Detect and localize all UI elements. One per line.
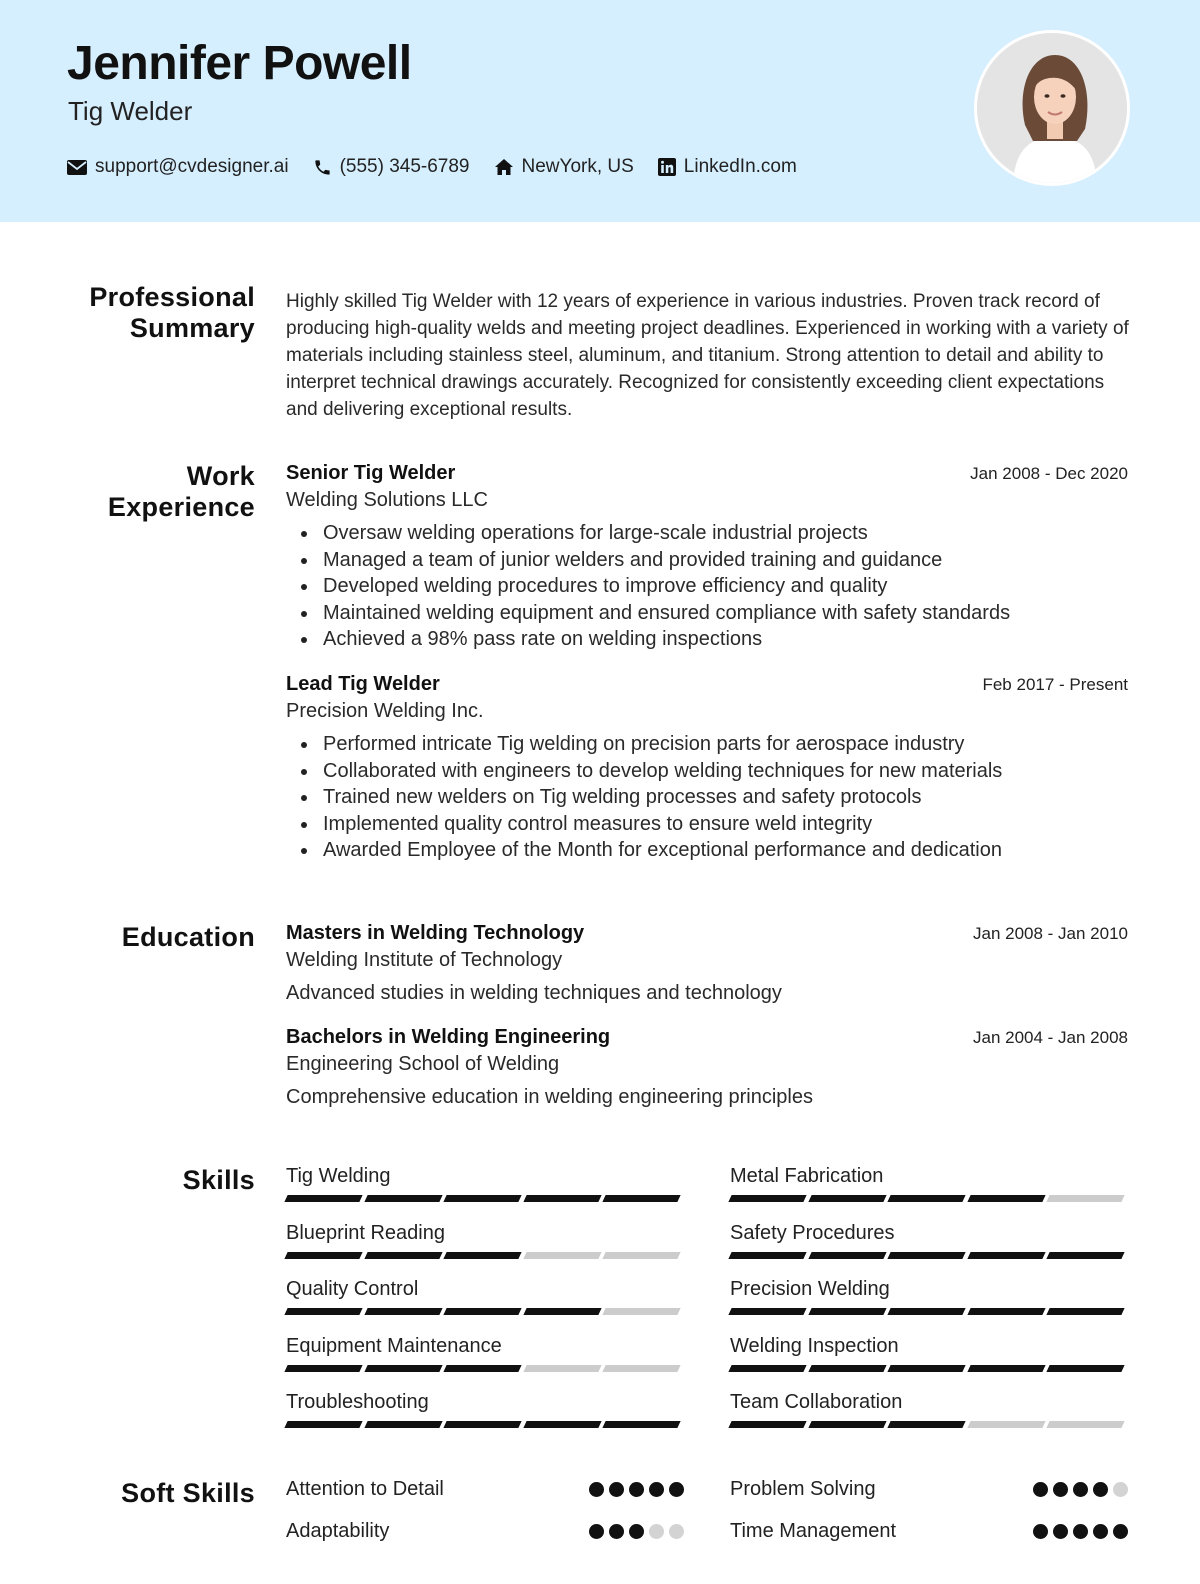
- skill-item: [730, 1165, 1128, 1202]
- candidate-role: Tig Welder: [68, 96, 193, 126]
- job-title: Lead Tig Welder: [286, 673, 440, 695]
- list-item: Performed intricate Tig welding on precision parts for aerospace industry: [286, 731, 1128, 758]
- contact-bar: [67, 156, 821, 178]
- skill-item: [286, 1391, 684, 1428]
- skill-name: Troubleshooting: [286, 1391, 429, 1413]
- rating-dot: [1073, 1524, 1088, 1539]
- degree-title: Bachelors in Welding Engineering: [286, 1026, 611, 1048]
- rating-dot: [649, 1482, 664, 1497]
- skill-level-segment: [967, 1365, 1045, 1372]
- skill-level-segment: [364, 1252, 442, 1259]
- school-name: Welding Institute of Technology: [286, 949, 563, 971]
- education-description: Comprehensive education in welding engineering principles: [286, 1086, 813, 1108]
- section-title-soft-skills: Soft Skills: [121, 1478, 255, 1508]
- skill-item: [730, 1278, 1128, 1315]
- soft-skill-item: [286, 1478, 684, 1501]
- skill-item: [730, 1222, 1128, 1259]
- skill-level-segment: [1047, 1252, 1125, 1259]
- skill-item: [286, 1335, 684, 1372]
- skill-level-segment: [603, 1365, 681, 1372]
- rating-dot: [1033, 1482, 1048, 1497]
- skill-level-segment: [444, 1365, 522, 1372]
- rating-dot: [609, 1524, 624, 1539]
- soft-skill-rating: [584, 1482, 684, 1497]
- soft-skill-name: Attention to Detail: [286, 1478, 444, 1500]
- skill-level-segment: [603, 1195, 681, 1202]
- skill-name: Team Collaboration: [730, 1391, 903, 1413]
- job-title: Senior Tig Welder: [286, 462, 456, 484]
- skill-name: Blueprint Reading: [286, 1221, 445, 1244]
- rating-dot: [1073, 1482, 1088, 1497]
- skill-level-segment: [523, 1365, 601, 1372]
- skill-level-segment: [808, 1195, 886, 1202]
- skill-name: Quality Control: [286, 1278, 419, 1300]
- rating-dot: [1113, 1524, 1128, 1539]
- list-item: Awarded Employee of the Month for exceptional performance and dedication: [286, 837, 1128, 864]
- skill-level-segment: [444, 1195, 522, 1202]
- skill-level-segment: [603, 1421, 681, 1428]
- phone-icon: [313, 158, 332, 177]
- rating-dot: [649, 1524, 664, 1539]
- skill-level-bar: [730, 1421, 1128, 1428]
- soft-skill-name: Adaptability: [286, 1520, 390, 1542]
- rating-dot: [669, 1482, 684, 1497]
- soft-skill-rating: [584, 1524, 684, 1539]
- list-item: Maintained welding equipment and ensured compliance with safety standards: [286, 600, 1128, 627]
- skill-level-segment: [967, 1252, 1045, 1259]
- skill-name: Equipment Maintenance: [286, 1334, 502, 1357]
- soft-skill-rating: [1028, 1524, 1128, 1539]
- rating-dot: [1113, 1482, 1128, 1497]
- list-item: Implemented quality control measures to ensure weld integrity: [286, 811, 1128, 838]
- rating-dot: [669, 1524, 684, 1539]
- linkedin-text: LinkedIn.com: [683, 156, 797, 177]
- skill-item: [286, 1165, 684, 1202]
- skill-level-segment: [888, 1308, 966, 1315]
- skill-level-bar: [286, 1252, 684, 1259]
- section-title-education: Education: [121, 922, 255, 952]
- skill-level-segment: [364, 1195, 442, 1202]
- contact-email[interactable]: [67, 156, 289, 178]
- section-title-summary: Professional Summary: [89, 282, 255, 343]
- rating-dot: [1053, 1482, 1068, 1497]
- skill-level-segment: [967, 1308, 1045, 1315]
- skill-level-segment: [364, 1421, 442, 1428]
- skill-level-segment: [888, 1421, 966, 1428]
- skill-level-bar: [730, 1308, 1128, 1315]
- skill-level-bar: [286, 1365, 684, 1372]
- skill-level-segment: [523, 1308, 601, 1315]
- skill-name: Precision Welding: [730, 1278, 890, 1300]
- soft-skill-item: [730, 1520, 1128, 1543]
- soft-skill-item: [730, 1478, 1128, 1501]
- skill-level-segment: [284, 1308, 362, 1315]
- skill-level-bar: [730, 1365, 1128, 1372]
- skill-level-segment: [523, 1195, 601, 1202]
- skill-level-segment: [1047, 1365, 1125, 1372]
- skill-item: [286, 1222, 684, 1259]
- skill-level-segment: [284, 1195, 362, 1202]
- experience-entry: [286, 462, 1128, 653]
- section-title-skills: Skills: [182, 1165, 255, 1195]
- skill-level-segment: [364, 1308, 442, 1315]
- rating-dot: [1093, 1482, 1108, 1497]
- job-dates: Jan 2008 - Dec 2020: [970, 464, 1128, 483]
- skill-level-segment: [728, 1421, 806, 1428]
- company-name: Welding Solutions LLC: [286, 489, 488, 511]
- skill-level-segment: [808, 1365, 886, 1372]
- contact-phone[interactable]: [313, 156, 470, 178]
- education-dates: Jan 2004 - Jan 2008: [972, 1028, 1128, 1047]
- skill-level-segment: [364, 1365, 442, 1372]
- skill-level-segment: [808, 1421, 886, 1428]
- linkedin-icon: [658, 158, 676, 176]
- resume-header: [0, 0, 1200, 222]
- skill-item: [730, 1391, 1128, 1428]
- skill-level-segment: [603, 1308, 681, 1315]
- soft-skill-name: Time Management: [730, 1520, 896, 1542]
- skill-level-bar: [730, 1252, 1128, 1259]
- education-dates: Jan 2008 - Jan 2010: [972, 924, 1128, 943]
- skill-level-bar: [730, 1195, 1128, 1202]
- degree-title: Masters in Welding Technology: [286, 922, 585, 944]
- skill-level-segment: [808, 1308, 886, 1315]
- soft-skill-item: [286, 1520, 684, 1543]
- list-item: Trained new welders on Tig welding processes and safety protocols: [286, 784, 1128, 811]
- contact-linkedin[interactable]: [658, 156, 797, 178]
- skill-level-segment: [888, 1365, 966, 1372]
- job-bullets: [286, 520, 1128, 653]
- skill-level-segment: [523, 1252, 601, 1259]
- rating-dot: [589, 1524, 604, 1539]
- skill-level-segment: [284, 1365, 362, 1372]
- list-item: Managed a team of junior welders and provided training and guidance: [286, 547, 1128, 574]
- skill-level-segment: [1047, 1308, 1125, 1315]
- list-item: Achieved a 98% pass rate on welding inspections: [286, 626, 1128, 653]
- skill-name: Metal Fabrication: [730, 1165, 884, 1187]
- skill-level-segment: [728, 1308, 806, 1315]
- school-name: Engineering School of Welding: [286, 1053, 560, 1075]
- summary-text: Highly skilled Tig Welder with 12 years of experience in various industries. Proven track record of producing high-quality welds and meeting project deadlines. Experienced in working with a variety of materials including stainless steel, aluminum, and titanium. Strong attention to detail and ability to interpret technical drawings accurately. Recognized for consistently exceeding client expectations and delivering exceptional results.: [286, 291, 1129, 420]
- skill-level-bar: [286, 1421, 684, 1428]
- skill-name: Welding Inspection: [730, 1334, 899, 1357]
- skill-level-segment: [808, 1252, 886, 1259]
- job-dates: Feb 2017 - Present: [982, 675, 1128, 694]
- email-text: support@cvdesigner.ai: [95, 156, 289, 177]
- list-item: Collaborated with engineers to develop welding techniques for new materials: [286, 758, 1128, 785]
- skill-level-segment: [1047, 1421, 1125, 1428]
- skill-level-bar: [286, 1195, 684, 1202]
- skill-level-segment: [523, 1421, 601, 1428]
- skill-level-segment: [284, 1421, 362, 1428]
- education-entry: [286, 1026, 1128, 1109]
- soft-skill-rating: [1028, 1482, 1128, 1497]
- skill-level-segment: [888, 1252, 966, 1259]
- skill-item: [286, 1278, 684, 1315]
- company-name: Precision Welding Inc.: [286, 700, 484, 722]
- skill-level-segment: [444, 1308, 522, 1315]
- rating-dot: [1093, 1524, 1108, 1539]
- skill-level-segment: [967, 1195, 1045, 1202]
- rating-dot: [1033, 1524, 1048, 1539]
- experience-entry: [286, 673, 1128, 864]
- skill-level-segment: [728, 1195, 806, 1202]
- skill-level-segment: [728, 1365, 806, 1372]
- envelope-icon: [67, 160, 87, 175]
- candidate-name: Jennifer Powell: [67, 37, 412, 90]
- contact-location: [494, 156, 634, 178]
- rating-dot: [629, 1524, 644, 1539]
- list-item: Oversaw welding operations for large-scale industrial projects: [286, 520, 1128, 547]
- list-item: Developed welding procedures to improve efficiency and quality: [286, 573, 1128, 600]
- job-bullets: [286, 731, 1128, 864]
- section-title-experience: Work Experience: [107, 461, 255, 522]
- skill-level-segment: [444, 1421, 522, 1428]
- soft-skill-name: Problem Solving: [730, 1478, 876, 1500]
- home-icon: [494, 158, 514, 176]
- skill-level-segment: [728, 1252, 806, 1259]
- skill-name: Safety Procedures: [730, 1221, 895, 1244]
- profile-photo: [974, 30, 1130, 186]
- rating-dot: [589, 1482, 604, 1497]
- skill-level-segment: [1047, 1195, 1125, 1202]
- skill-level-segment: [444, 1252, 522, 1259]
- education-entry: [286, 922, 1128, 1005]
- education-description: Advanced studies in welding techniques and technology: [286, 982, 782, 1004]
- skill-level-bar: [286, 1308, 684, 1315]
- location-text: NewYork, US: [521, 156, 634, 177]
- skill-level-segment: [284, 1252, 362, 1259]
- rating-dot: [1053, 1524, 1068, 1539]
- skill-item: [730, 1335, 1128, 1372]
- skill-level-segment: [603, 1252, 681, 1259]
- skill-level-segment: [967, 1421, 1045, 1428]
- rating-dot: [609, 1482, 624, 1497]
- rating-dot: [629, 1482, 644, 1497]
- skill-name: Tig Welding: [286, 1165, 391, 1187]
- phone-text: (555) 345-6789: [339, 156, 470, 177]
- skill-level-segment: [888, 1195, 966, 1202]
